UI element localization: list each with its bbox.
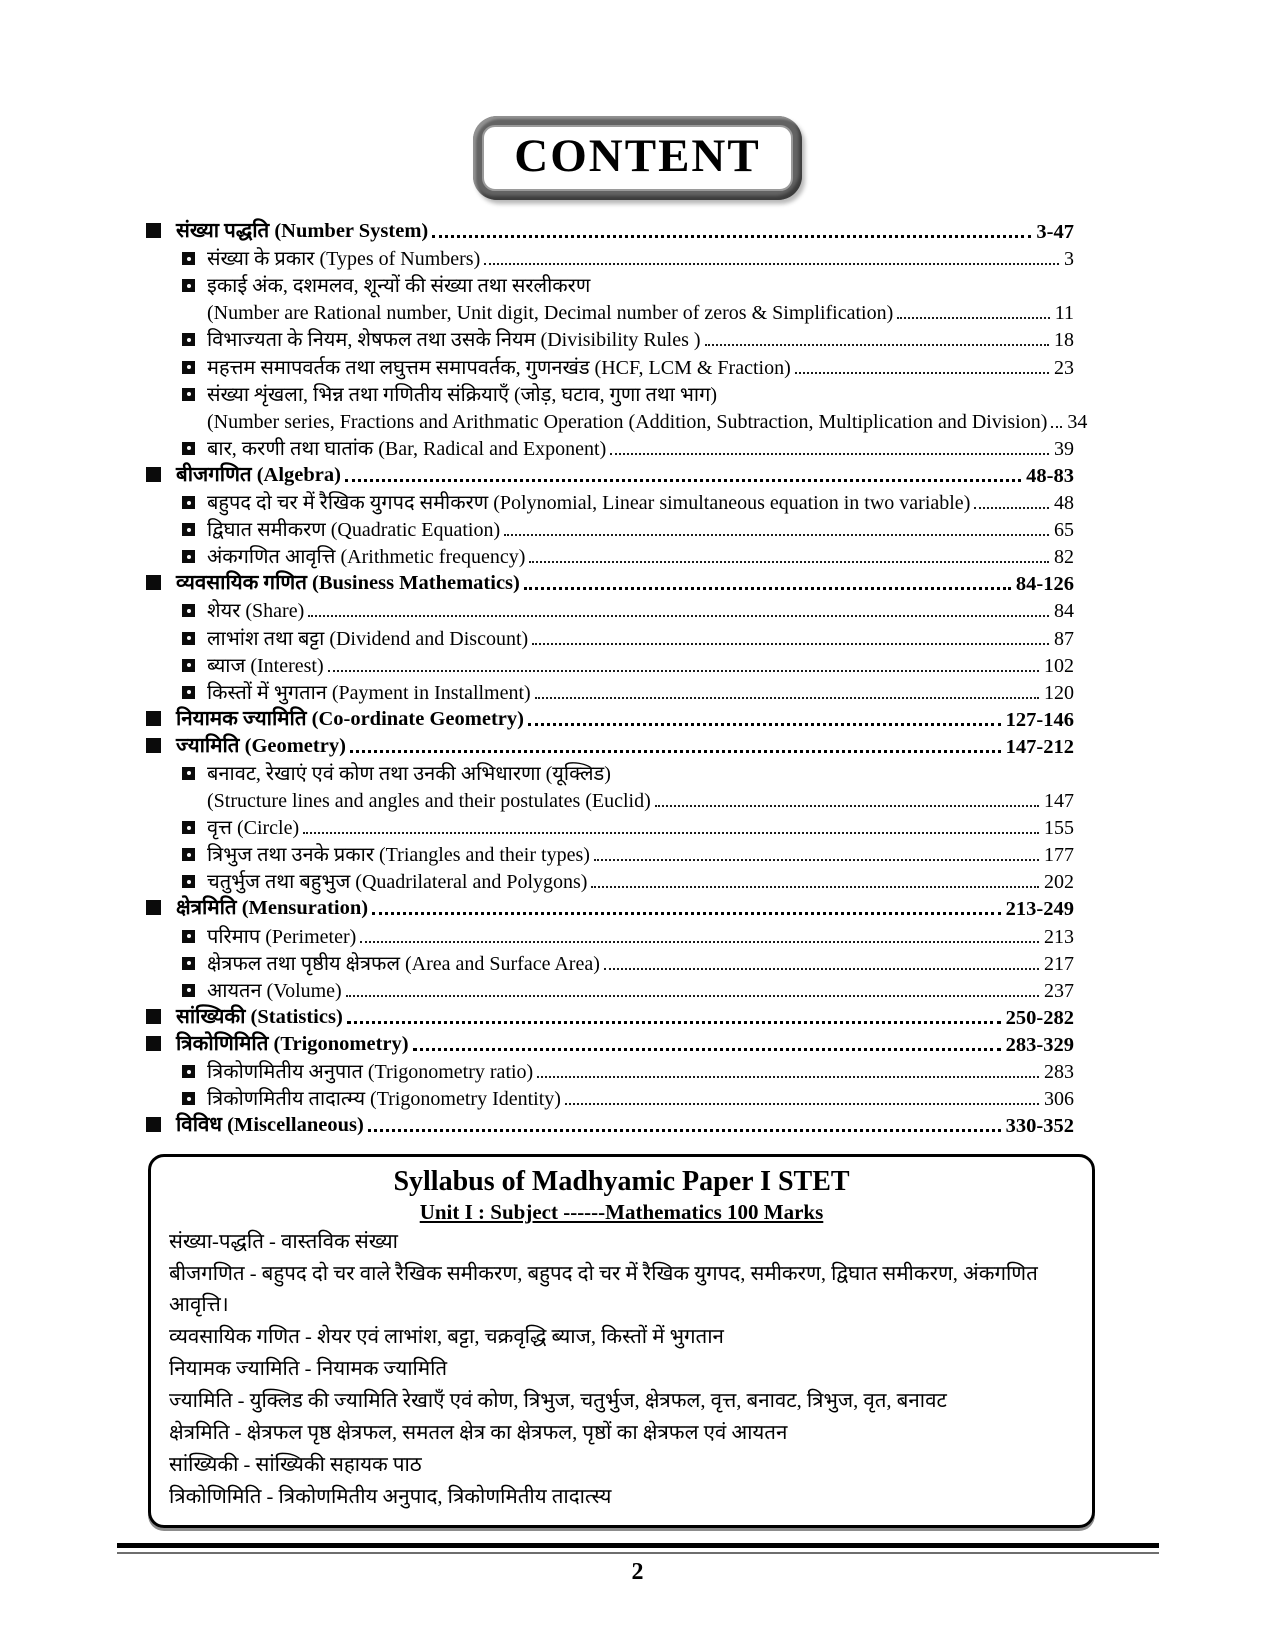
toc-entry-label: सांख्यिकी (Statistics) bbox=[176, 1005, 343, 1028]
toc-entry-pages: 84 bbox=[1054, 600, 1074, 623]
toc-entry-label: महत्तम समापवर्तक तथा लघुत्तम समापवर्तक, गुणनखंड (HCF, LCM & Fraction) bbox=[207, 356, 791, 379]
toc-entry-label: लाभांश तथा बट्टा (Dividend and Discount) bbox=[207, 627, 529, 650]
toc-entry-pages: 237 bbox=[1044, 979, 1074, 1002]
toc-entry-label: बार, करणी तथा घातांक (Bar, Radical and Exponent) bbox=[207, 437, 607, 460]
filled-square-bullet-icon bbox=[146, 1036, 161, 1051]
toc-entry-pages: 102 bbox=[1044, 654, 1074, 677]
toc-entry-pages: 11 bbox=[1054, 302, 1074, 325]
toc-entry-label: नियामक ज्यामिति (Co-ordinate Geometry) bbox=[176, 707, 524, 730]
page-number: 2 bbox=[631, 1559, 644, 1586]
toc-entry-label: त्रिकोणमितीय तादात्म्य (Trigonometry Identity) bbox=[207, 1088, 561, 1111]
filled-square-bullet-icon bbox=[146, 711, 161, 726]
syllabus-title: Syllabus of Madhyamic Paper I STET bbox=[393, 1166, 850, 1198]
syllabus-line: सांख्यिकी - सांख्यिकी सहायक पाठ bbox=[169, 1454, 422, 1477]
inverse-square-bullet-icon bbox=[182, 957, 195, 970]
toc-entry-pages: 127-146 bbox=[1005, 708, 1074, 731]
inverse-square-bullet-icon bbox=[182, 279, 195, 292]
toc-entry-label: ज्यामिति (Geometry) bbox=[176, 734, 346, 757]
toc-entry-pages: 48 bbox=[1054, 492, 1074, 515]
toc-entry-label: क्षेत्रमिति (Mensuration) bbox=[176, 897, 369, 920]
toc-entry-label: चतुर्भुज तथा बहुभुज (Quadrilateral and Polygons) bbox=[207, 871, 588, 894]
toc-entry-label: (Number series, Fractions and Arithmatic Operation (Addition, Subtraction, Multiplication and Division) bbox=[207, 410, 1048, 433]
toc-entry-pages: 213-249 bbox=[1005, 898, 1074, 921]
toc-entry-label: (Number are Rational number, Unit digit, Decimal number of zeros & Simplification) bbox=[207, 302, 894, 325]
toc-entry bbox=[145, 407, 1088, 434]
toc-entry-label: त्रिकोणमितीय अनुपात (Trigonometry ratio) bbox=[207, 1061, 534, 1083]
footer-divider bbox=[117, 1543, 1159, 1554]
toc-entry-label: त्रिभुज तथा उनके प्रकार (Triangles and their types) bbox=[207, 844, 590, 867]
toc-entry bbox=[145, 949, 1074, 976]
filled-square-bullet-icon bbox=[146, 467, 161, 482]
toc-entry bbox=[145, 705, 1074, 732]
toc-entry-pages: 147-212 bbox=[1005, 735, 1074, 758]
toc-entry bbox=[145, 759, 1074, 786]
filled-square-bullet-icon bbox=[146, 575, 161, 590]
inverse-square-bullet-icon bbox=[182, 1065, 195, 1078]
inverse-square-bullet-icon bbox=[182, 388, 195, 401]
toc-entry-pages: 3 bbox=[1064, 248, 1074, 271]
filled-square-bullet-icon bbox=[146, 1009, 161, 1024]
toc-entry-pages: 330-352 bbox=[1005, 1115, 1074, 1138]
toc-entry-pages: 48-83 bbox=[1026, 464, 1074, 487]
toc-entry-label: किस्तों में भुगतान (Payment in Installment) bbox=[207, 681, 531, 704]
filled-square-bullet-icon bbox=[146, 223, 161, 238]
filled-square-bullet-icon bbox=[146, 1117, 161, 1132]
toc-entry bbox=[145, 596, 1074, 623]
toc-entry-label: द्विघात समीकरण (Quadratic Equation) bbox=[207, 519, 501, 542]
toc-entry bbox=[145, 1003, 1074, 1030]
toc-entry bbox=[145, 894, 1074, 921]
syllabus-line: संख्या-पद्धति - वास्तविक संख्या bbox=[169, 1231, 398, 1254]
toc-entry bbox=[145, 298, 1074, 325]
toc-entry bbox=[145, 1111, 1074, 1138]
toc-entry-label: शेयर (Share) bbox=[207, 600, 305, 623]
toc-entry-label: संख्या शृंखला, भिन्न तथा गणितीय संक्रियाएँ (जोड़, घटाव, गुणा तथा भाग) bbox=[207, 383, 717, 406]
toc-entry bbox=[145, 325, 1074, 352]
toc-entry-pages: 250-282 bbox=[1005, 1006, 1074, 1029]
syllabus-line: नियामक ज्यामिति - नियामक ज्यामिति bbox=[169, 1358, 448, 1381]
toc-entry bbox=[145, 352, 1074, 379]
toc-entry bbox=[145, 813, 1074, 840]
toc-entry-label: बहुपद दो चर में रैखिक युगपद समीकरण (Polynomial, Linear simultaneous equation in two variable) bbox=[207, 492, 971, 515]
toc-entry-pages: 18 bbox=[1054, 329, 1074, 352]
syllabus-line: क्षेत्रमिति - क्षेत्रफल पृष्ठ क्षेत्रफल, समतल क्षेत्र का क्षेत्रफल, पृष्ठों का क्षेत्रफल एवं आयतन bbox=[169, 1422, 788, 1445]
toc-entry-label: परिमाप (Perimeter) bbox=[207, 925, 357, 948]
toc-entry bbox=[145, 1030, 1074, 1057]
syllabus-line: व्यवसायिक गणित - शेयर एवं लाभांश, बट्टा, चक्रवृद्धि ब्याज, किस्तों में भुगतान bbox=[169, 1326, 724, 1349]
toc-entry-pages: 84-126 bbox=[1015, 573, 1074, 596]
toc-entry bbox=[145, 434, 1074, 461]
toc-entry bbox=[145, 1084, 1074, 1111]
toc-entry-label: त्रिकोणिमिति (Trigonometry) bbox=[176, 1032, 409, 1055]
inverse-square-bullet-icon bbox=[182, 442, 195, 455]
syllabus-lines bbox=[169, 1227, 1074, 1513]
toc-entry-label: विभाज्यता के नियम, शेषफल तथा उसके नियम (Divisibility Rules ) bbox=[207, 329, 701, 352]
toc-entry bbox=[145, 1057, 1074, 1084]
toc-entry bbox=[145, 623, 1074, 650]
inverse-square-bullet-icon bbox=[182, 1092, 195, 1105]
toc-entry-pages: 213 bbox=[1044, 925, 1074, 948]
toc-entry-pages: 23 bbox=[1054, 356, 1074, 379]
toc-entry bbox=[145, 488, 1074, 515]
toc-entry bbox=[145, 380, 1074, 407]
toc-entry bbox=[145, 651, 1074, 678]
inverse-square-bullet-icon bbox=[182, 333, 195, 346]
toc-entry-pages: 65 bbox=[1054, 519, 1074, 542]
toc-entry bbox=[145, 515, 1074, 542]
toc-entry bbox=[145, 678, 1074, 705]
toc-entry bbox=[145, 921, 1074, 948]
inverse-square-bullet-icon bbox=[182, 984, 195, 997]
content-title-section bbox=[0, 0, 1275, 200]
toc-entry-label: संख्या पद्धति (Number System) bbox=[176, 220, 429, 243]
toc-entry-label: बनावट, रेखाएं एवं कोण तथा उनकी अभिधारणा (यूक्लिड) bbox=[207, 762, 611, 785]
inverse-square-bullet-icon bbox=[182, 523, 195, 536]
toc-entry-label: क्षेत्रफल तथा पृष्ठीय क्षेत्रफल (Area and Surface Area) bbox=[207, 952, 600, 975]
inverse-square-bullet-icon bbox=[182, 252, 195, 265]
toc-entry-pages: 147 bbox=[1044, 790, 1074, 813]
toc-entry-label: वृत्त (Circle) bbox=[207, 817, 300, 840]
filled-square-bullet-icon bbox=[146, 738, 161, 753]
syllabus-box bbox=[148, 1154, 1095, 1528]
toc-entry-pages: 34 bbox=[1067, 410, 1088, 433]
toc-entry bbox=[145, 840, 1074, 867]
inverse-square-bullet-icon bbox=[182, 848, 195, 861]
content-title-frame bbox=[473, 116, 801, 200]
toc-entry-pages: 306 bbox=[1044, 1088, 1074, 1111]
inverse-square-bullet-icon bbox=[182, 361, 195, 374]
inverse-square-bullet-icon bbox=[182, 875, 195, 888]
toc-entry bbox=[145, 217, 1074, 244]
page-title: CONTENT bbox=[482, 125, 792, 191]
inverse-square-bullet-icon bbox=[182, 930, 195, 943]
toc-entry bbox=[145, 569, 1074, 596]
inverse-square-bullet-icon bbox=[182, 604, 195, 617]
inverse-square-bullet-icon bbox=[182, 821, 195, 834]
inverse-square-bullet-icon bbox=[182, 632, 195, 645]
table-of-contents bbox=[145, 217, 1088, 1138]
filled-square-bullet-icon bbox=[146, 900, 161, 915]
toc-entry bbox=[145, 867, 1074, 894]
toc-entry-pages: 217 bbox=[1044, 952, 1074, 975]
toc-entry bbox=[145, 732, 1074, 759]
syllabus-line: ज्यामिति - युक्लिड की ज्यामिति रेखाएँ एवं कोण, त्रिभुज, चतुर्भुज, क्षेत्रफल, वृत्त, बनावट, त्रिभुज, वृत, बनावट bbox=[169, 1390, 947, 1413]
toc-entry bbox=[145, 786, 1074, 813]
toc-entry-pages: 202 bbox=[1044, 871, 1074, 894]
toc-entry-label: संख्या के प्रकार (Types of Numbers) bbox=[207, 248, 481, 271]
toc-entry-pages: 155 bbox=[1044, 817, 1074, 840]
syllabus-line: बीजगणित - बहुपद दो चर वाले रैखिक समीकरण, बहुपद दो चर में रैखिक युगपद, समीकरण, द्विघात समीकरण, अंकगणित आवृत्ति। bbox=[169, 1263, 1038, 1317]
inverse-square-bullet-icon bbox=[182, 686, 195, 699]
toc-entry bbox=[145, 461, 1074, 488]
toc-entry-label: व्यवसायिक गणित (Business Mathematics) bbox=[176, 572, 520, 595]
toc-entry-pages: 82 bbox=[1054, 546, 1074, 569]
toc-entry-label: इकाई अंक, दशमलव, शून्यों की संख्या तथा सरलीकरण bbox=[207, 275, 591, 298]
toc-entry-pages: 177 bbox=[1044, 844, 1074, 867]
syllabus-line: त्रिकोणिमिति - त्रिकोणमितीय अनुपाद, त्रिकोणमितीय तादात्स्य bbox=[169, 1486, 612, 1509]
toc-entry-pages: 39 bbox=[1054, 437, 1074, 460]
toc-entry-label: आयतन (Volume) bbox=[207, 979, 342, 1002]
inverse-square-bullet-icon bbox=[182, 659, 195, 672]
toc-entry-pages: 120 bbox=[1044, 681, 1074, 704]
toc-entry-pages: 283-329 bbox=[1005, 1033, 1074, 1056]
toc-entry-label: अंकगणित आवृत्ति (Arithmetic frequency) bbox=[207, 546, 526, 569]
toc-entry-label: बीजगणित (Algebra) bbox=[176, 463, 341, 486]
inverse-square-bullet-icon bbox=[182, 767, 195, 780]
toc-entry-pages: 283 bbox=[1044, 1061, 1074, 1083]
toc-entry-label: विविध (Miscellaneous) bbox=[176, 1114, 364, 1137]
inverse-square-bullet-icon bbox=[182, 550, 195, 563]
toc-entry bbox=[145, 542, 1074, 569]
toc-entry-label: (Structure lines and angles and their postulates (Euclid) bbox=[207, 790, 651, 813]
toc-entry bbox=[145, 244, 1074, 271]
toc-entry-label: ब्याज (Interest) bbox=[207, 654, 324, 677]
toc-entry-pages: 3-47 bbox=[1036, 221, 1074, 244]
toc-entry bbox=[145, 976, 1074, 1003]
toc-entry-pages: 87 bbox=[1054, 627, 1074, 650]
syllabus-subtitle: Unit I : Subject ------Mathematics 100 Marks bbox=[419, 1200, 824, 1225]
toc-entry bbox=[145, 271, 1074, 298]
inverse-square-bullet-icon bbox=[182, 496, 195, 509]
